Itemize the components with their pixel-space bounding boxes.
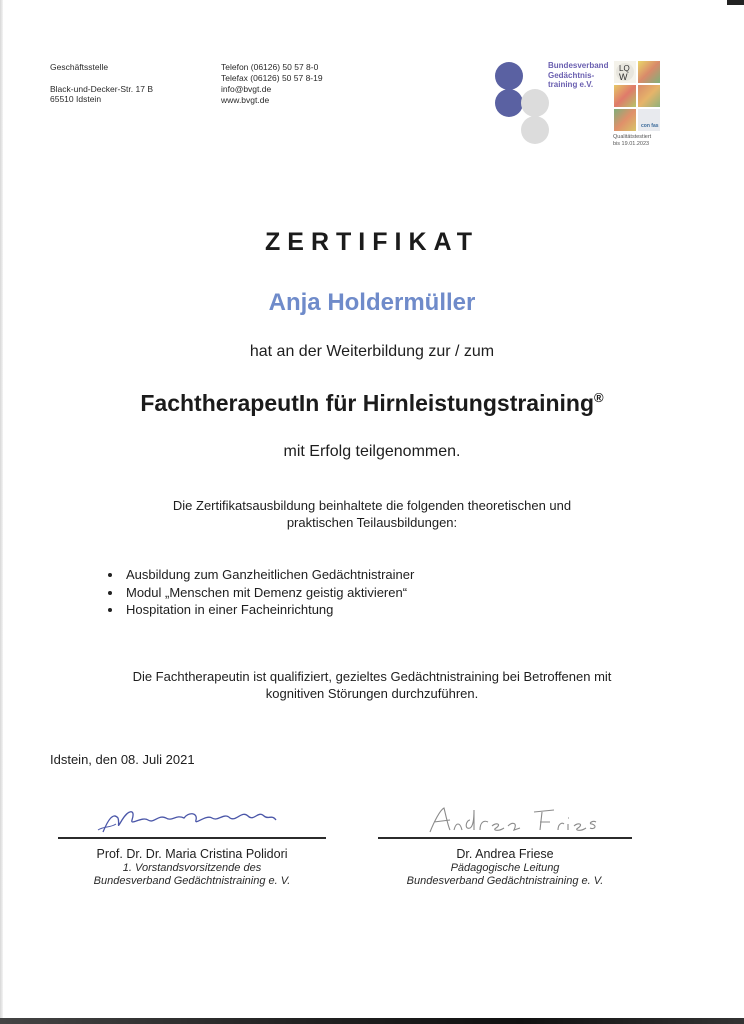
scan-artifact <box>727 0 744 5</box>
logo-circle-icon <box>495 89 523 117</box>
logo-circle-icon <box>521 89 549 117</box>
badge-image <box>613 60 661 132</box>
description-line: Die Zertifikatsausbildung beinhaltete die folgenden theoretischen und <box>172 498 572 513</box>
signature-line <box>378 837 632 839</box>
email-address: info@bvgt.de <box>221 84 272 94</box>
lqw-mark-icon <box>613 60 637 84</box>
training-description <box>0 497 744 531</box>
phone-number: Telefon (06126) 50 57 8-0 <box>221 62 319 72</box>
signatory-organization: Bundesverband Gedächtnistraining e. V. <box>93 874 291 887</box>
page-edge-bottom <box>0 1018 744 1024</box>
place-and-date: Idstein, den 08. Juli 2021 <box>50 752 195 767</box>
qualification-text: FachtherapeutIn für Hirnleistungstraining <box>140 390 595 416</box>
logo-text-line: training e.V. <box>548 80 594 89</box>
bullet-icon <box>108 591 112 595</box>
list-item <box>108 584 414 602</box>
signatory-role: Pädagogische Leitung <box>450 861 560 874</box>
badge-caption-line: Qualitätstestiert <box>613 134 652 140</box>
list-item <box>108 566 414 584</box>
website-url: www.bvgt.de <box>221 95 270 105</box>
qualification-title <box>0 390 744 417</box>
logo-text-line: Bundesverband <box>548 61 609 70</box>
badge-photo-icon <box>613 108 637 132</box>
registered-mark: ® <box>594 390 604 405</box>
badge-caption-line: bis 19.01.2023 <box>613 140 650 147</box>
signatory-name: Prof. Dr. Dr. Maria Cristina Polidori <box>96 846 288 861</box>
signatory-name: Dr. Andrea Friese <box>456 846 554 861</box>
statement-line: kognitiven Störungen durchzuführen. <box>265 686 479 701</box>
badge-brand-text: con fas <box>641 123 659 129</box>
confas-brand-icon <box>637 108 661 132</box>
module-list <box>108 566 414 619</box>
bullet-icon <box>108 573 112 577</box>
completion-text: mit Erfolg teilgenommen. <box>283 443 461 460</box>
street-address: Black-und-Decker-Str. 17 B <box>50 84 153 94</box>
bullet-icon <box>108 608 112 612</box>
module-label: Modul „Menschen mit Demenz geistig aktivieren“ <box>126 584 408 600</box>
qualification-statement <box>0 668 744 702</box>
logo-text-line: Gedächtnis- <box>548 70 595 80</box>
fax-number: Telefax (06126) 50 57 8-19 <box>221 73 323 83</box>
logo-circle-icon <box>521 116 549 144</box>
badge-photo-icon <box>637 84 661 108</box>
badge-photo-icon <box>613 84 637 108</box>
module-label: Ausbildung zum Ganzheitlichen Gedächtnistrainer <box>126 567 415 582</box>
signature-line <box>58 837 326 839</box>
handwritten-signature-icon <box>58 800 326 836</box>
recipient-name: Anja Holdermüller <box>268 289 476 316</box>
intro-text: hat an der Weiterbildung zur / zum <box>249 343 495 360</box>
signature-block-chair <box>58 800 326 888</box>
module-label: Hospitation in einer Facheinrichtung <box>126 602 334 617</box>
statement-line: Die Fachtherapeutin ist qualifiziert, gezieltes Gedächtnistraining bei Betroffenen mit <box>132 669 612 684</box>
signature-block-lead <box>378 800 632 888</box>
signatory-role: 1. Vorstandsvorsitzende des <box>122 861 262 874</box>
logo-circle-icon <box>495 62 523 90</box>
list-item <box>108 601 414 619</box>
svg-text:W: W <box>619 72 628 82</box>
quality-certification-badge <box>613 60 661 150</box>
city-address: 65510 Idstein <box>50 94 102 104</box>
svg-text:LQ: LQ <box>619 64 630 73</box>
logo-text <box>548 61 608 90</box>
signatory-organization: Bundesverband Gedächtnistraining e. V. <box>406 874 604 887</box>
handwritten-signature-icon <box>378 800 632 836</box>
badge-photo-icon <box>637 60 661 84</box>
badge-caption <box>613 134 665 147</box>
certificate-title: ZERTIFIKAT <box>265 228 479 256</box>
description-line: praktischen Teilausbildungen: <box>286 515 458 530</box>
office-label: Geschäftsstelle <box>50 62 109 72</box>
